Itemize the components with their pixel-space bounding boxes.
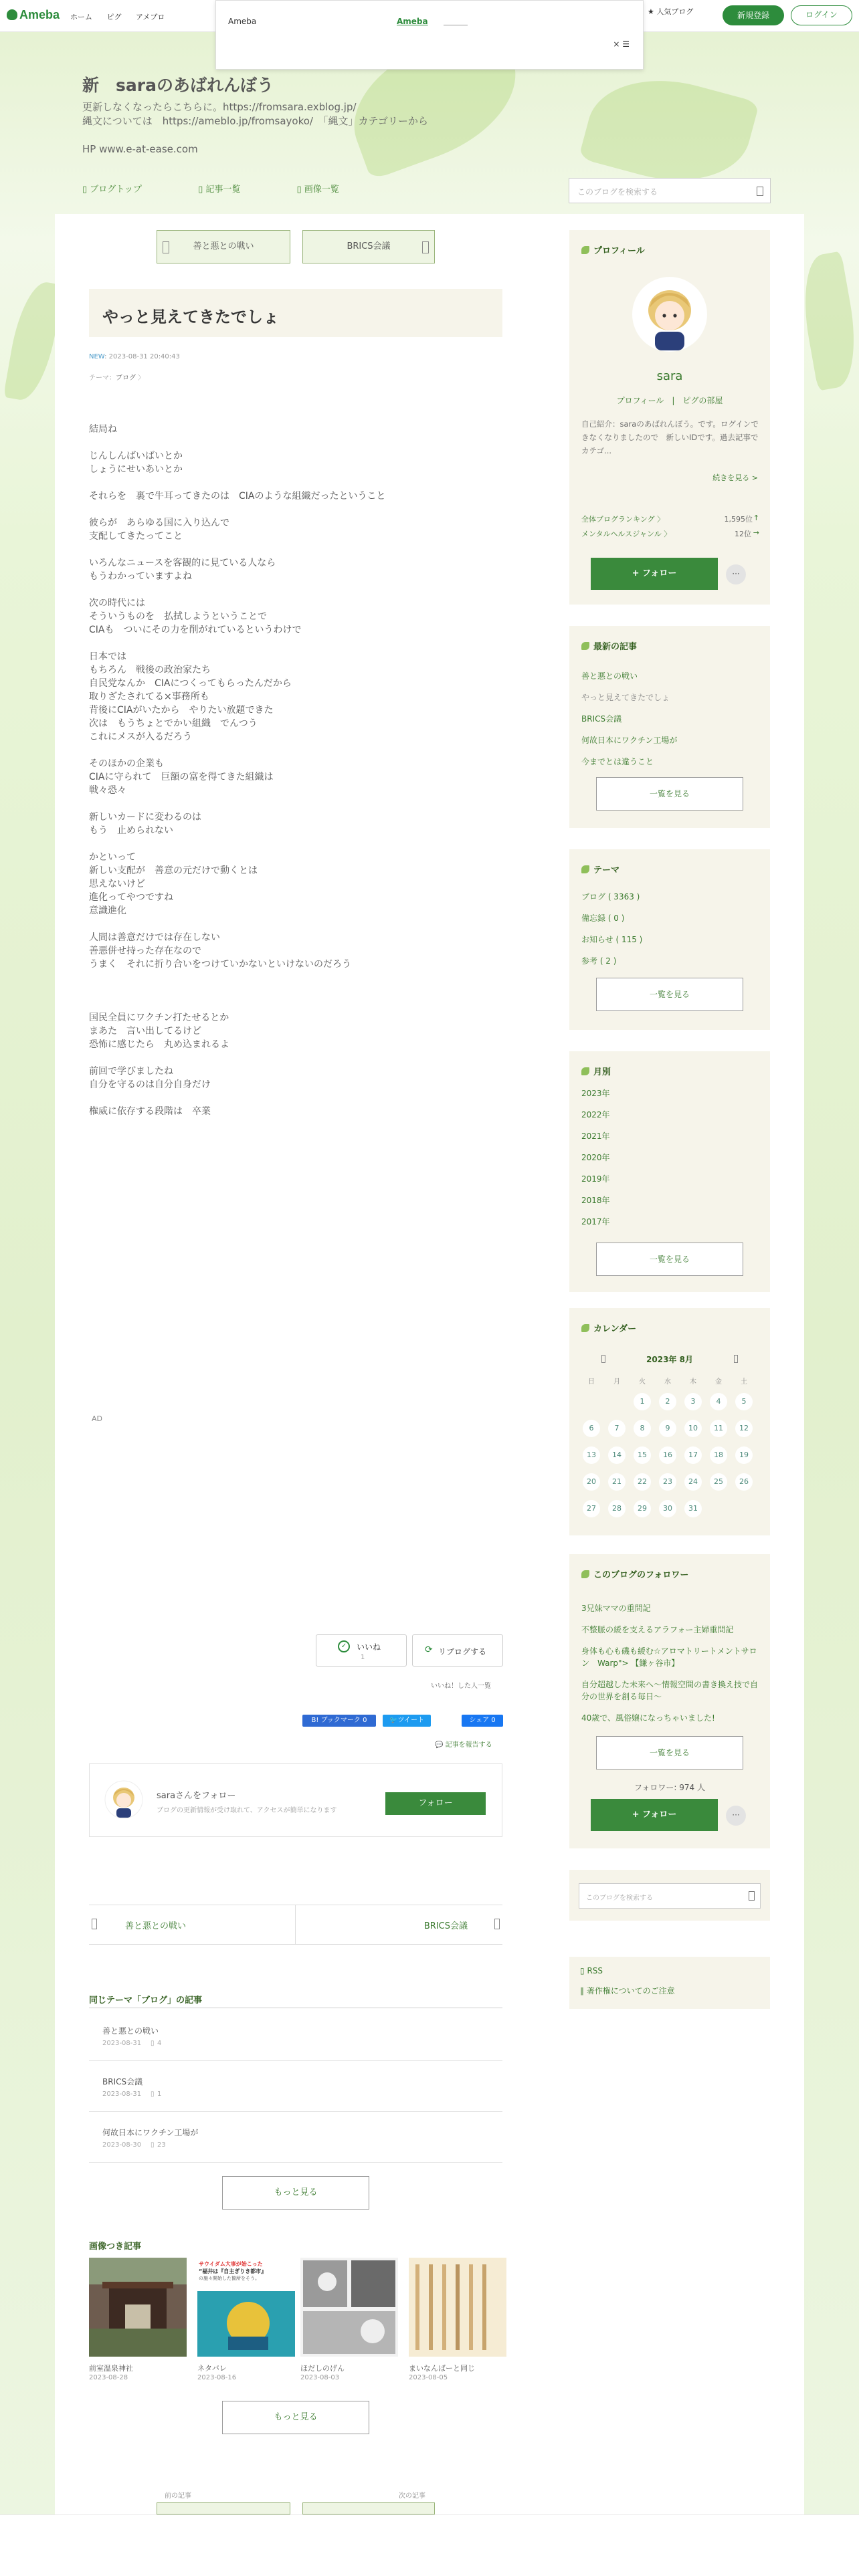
calendar-empty — [731, 1495, 757, 1522]
profile-avatar[interactable] — [631, 276, 708, 353]
related-entry-title: 善と悪との戦い — [102, 2026, 159, 2036]
leaf-icon — [581, 1324, 589, 1332]
more-options-icon[interactable]: ··· — [726, 564, 746, 584]
calendar-day[interactable]: 6 — [579, 1415, 604, 1442]
avatar[interactable] — [104, 1780, 143, 1819]
signup-button[interactable]: 新規登録 — [723, 5, 784, 25]
related-entry[interactable] — [89, 2113, 502, 2163]
followers-more-button[interactable]: 一覧を見る — [596, 1736, 743, 1769]
follow-desc: ブログの更新情報が受け取れて、アクセスが簡単になります — [157, 1807, 337, 1814]
weekday-label: 月 — [613, 1378, 620, 1386]
entry-pager — [89, 1905, 502, 1945]
bottom-next-label: 次の記事 — [399, 2492, 425, 2500]
theme-link[interactable]: 参考 ( 2 ) — [581, 956, 617, 966]
nav-ameblo[interactable]: アメブロ — [136, 13, 165, 21]
rss-icon: ▯ — [580, 1966, 585, 1975]
like-button[interactable]: ✓ いいね 1 — [316, 1634, 407, 1667]
calendar-day[interactable]: 21 — [604, 1469, 630, 1495]
menu-icon: ☰ — [622, 39, 630, 49]
nav-blog-top[interactable]: ▯ ブログトップ — [82, 185, 142, 195]
entry-paragraph: 彼らが あらゆる国に入り込んで 支配してきたってこと — [89, 518, 229, 542]
comment-icon: ▯ — [151, 2090, 155, 2098]
recent-entry-link[interactable]: 今までとは違うこと — [581, 757, 654, 766]
profile-links: プロフィール | ピグの部屋 — [616, 396, 723, 405]
weekday-label: 土 — [741, 1378, 747, 1386]
nav-pigg[interactable]: ピグ — [106, 13, 122, 21]
image-more-button[interactable]: もっと見る — [222, 2401, 369, 2434]
entry-paragraph: それらを 裏で牛耳ってきたのは CIAのような組織だったということ — [89, 491, 386, 502]
calendar-day[interactable]: 28 — [604, 1495, 630, 1522]
profile-title: プロフィール — [581, 243, 645, 256]
sidebar-search-input[interactable]: このブログを検索する — [579, 1883, 761, 1909]
calendar-box — [569, 1308, 770, 1535]
calendar-day[interactable]: 23 — [655, 1469, 680, 1495]
month-link[interactable]: 2019年 — [581, 1174, 610, 1184]
tweet-button[interactable]: 🐦ツイート — [383, 1715, 431, 1727]
thumb-caption[interactable]: ネタバレ — [197, 2364, 227, 2373]
theme-link[interactable]: 備忘録 ( 0 ) — [581, 914, 625, 923]
recent-entry-link[interactable]: BRICS会議 — [581, 714, 622, 724]
leaf-icon — [581, 246, 589, 254]
entry-paragraph: そのほかの企業も CIAに守られて 巨額の富を得てきた組織は 戦々恐々 — [89, 758, 274, 796]
copyright-link[interactable]: ∥ 著作権についてのご注意 — [580, 1986, 675, 1996]
pager-next[interactable]: BRICS会議 — [296, 1905, 502, 1944]
weekday-label: 金 — [715, 1378, 722, 1386]
followers-title: このブログのフォロワー — [581, 1568, 688, 1580]
rss-link[interactable]: ▯ RSS — [580, 1966, 603, 1975]
entry-title-box — [89, 289, 502, 337]
thumb-date: 2023-08-05 — [409, 2374, 448, 2381]
calendar-day[interactable]: 1 — [630, 1388, 655, 1415]
follower-link[interactable]: 身体も心も磯も緩む☆アロマトリートメントサロン Warp"> 【鎌ヶ谷市】 — [581, 1646, 757, 1668]
entry-paragraph: 国民全員にワクチン打たせるとか まあた 言い出してるけど 恐怖に感じたら 丸め込まれるよ — [89, 1012, 229, 1050]
entry-title[interactable]: やっと見えてきたでしょ — [102, 308, 279, 326]
login-button[interactable]: ログイン — [791, 5, 852, 25]
bottom-bar — [0, 2514, 859, 2576]
follower-link[interactable]: 自分超越した未来へ〜情報空間の書き換え技で自分の世界を創る毎日〜 — [581, 1680, 759, 1701]
document-icon: ∥ — [580, 1986, 584, 1996]
followers-follow-button[interactable]: + フォロー — [591, 1799, 718, 1831]
recent-entry-link[interactable]: 善と悪との戦い — [581, 671, 638, 681]
search-icon[interactable] — [757, 187, 763, 196]
calendar-day[interactable]: 26 — [731, 1469, 757, 1495]
follower-link[interactable]: 40歳で、風俗嬢になっちゃいました! — [581, 1713, 715, 1723]
monthly-more-button[interactable]: 一覧を見る — [596, 1243, 743, 1276]
calendar-day[interactable]: 5 — [731, 1388, 757, 1415]
report-link[interactable]: 💬 記事を報告する — [435, 1741, 492, 1749]
entry-theme: テーマ：ブログ 〉 — [89, 374, 145, 382]
calendar-day[interactable]: 29 — [630, 1495, 655, 1522]
popup-close-button[interactable]: × ☰ — [613, 39, 630, 49]
ranking-overall[interactable]: 全体ブログランキング 〉 1,595位 ↑ — [581, 514, 759, 524]
entry-paragraph: かといって 新しい支配が 善意の元だけで動くとは 思えないけど 進化ってやつですね 意識進化 — [89, 852, 258, 916]
related-entry[interactable] — [89, 2062, 502, 2112]
related-entry[interactable] — [89, 2012, 502, 2061]
calendar-day[interactable]: 11 — [706, 1415, 731, 1442]
crown-icon: ★ — [648, 7, 654, 16]
leaf-icon — [581, 1570, 589, 1578]
chevron-left-icon — [163, 241, 169, 253]
search-icon[interactable] — [749, 1891, 755, 1901]
monthly-box — [569, 1051, 770, 1292]
calendar-day[interactable]: 15 — [630, 1442, 655, 1469]
calendar-day[interactable]: 14 — [604, 1442, 630, 1469]
calendar-empty — [579, 1388, 604, 1415]
speech-icon: 💬 — [435, 1741, 444, 1749]
comment-icon: ▯ — [151, 2040, 155, 2047]
thumb-date: 2023-08-28 — [89, 2374, 128, 2381]
recent-entries-box — [569, 626, 770, 828]
related-entry-title: BRICS会議 — [102, 2077, 143, 2086]
calendar-day[interactable]: 7 — [604, 1415, 630, 1442]
calendar-day[interactable]: 4 — [706, 1388, 731, 1415]
entry-paragraph: 人間は善意だけでは存在しない 善悪併せ持った存在なので うまく それに折り合いをつけていかないといけないのだろう — [89, 932, 351, 970]
recent-entry-current[interactable]: やっと見えてきたでしょ — [581, 693, 670, 702]
themes-box — [569, 849, 770, 1030]
monthly-title: 月別 — [581, 1065, 611, 1077]
follower-link[interactable]: 3兄妹ママの重問記 — [581, 1604, 651, 1613]
themes-title: テーマ — [581, 863, 619, 875]
profile-follow-button[interactable]: + フォロー — [591, 558, 718, 590]
pager-prev[interactable]: 善と悪との戦い — [89, 1905, 296, 1944]
entry-paragraph: じんしんばいばいとか しょうにせいあいとか — [89, 451, 183, 475]
calendar-day[interactable]: 20 — [579, 1469, 604, 1495]
follow-button[interactable]: フォロー — [385, 1792, 486, 1815]
like-users-link[interactable]: いいね！した人一覧 — [431, 1683, 491, 1690]
thumb2-headline: サウイダム大事が始こった “福井は『自主ぎりき都市』 の施々開始した箇所をそう。 — [199, 2261, 267, 2281]
arrow-right-icon: → — [753, 528, 759, 537]
footer-links-box — [569, 1957, 770, 2009]
related-entry-date: 2023-08-30 — [102, 2141, 142, 2149]
related-title: 同じテーマ「ブログ」の記事 — [89, 1996, 203, 2006]
calendar-day[interactable]: 10 — [680, 1415, 706, 1442]
nav-image-list[interactable]: ▯ 画像一覧 — [296, 185, 339, 195]
read-more-link[interactable]: 続きを見る > — [712, 473, 758, 482]
related-entry-count: 23 — [157, 2141, 166, 2149]
sidebar-search-box — [569, 1870, 770, 1921]
thumb-date: 2023-08-03 — [300, 2374, 340, 2381]
calendar-day[interactable]: 2 — [655, 1388, 680, 1415]
entry-paragraph: 次の時代には そういうものを 払拭しようということで CIAも ついにその力を削がれているというわけで — [89, 598, 302, 635]
profile-name[interactable]: sara — [656, 369, 683, 383]
entry-paragraph: 結局ね — [89, 424, 117, 435]
entry-paragraph: 前回で学びましたね 自分を守るのは自分自身だけ — [89, 1066, 211, 1090]
reblog-button[interactable]: ⟳ リブログする — [412, 1634, 503, 1667]
leaf-icon — [581, 642, 589, 650]
calendar-day[interactable]: 13 — [579, 1442, 604, 1469]
comment-icon: ▯ — [151, 2141, 155, 2149]
calendar-day[interactable]: 16 — [655, 1442, 680, 1469]
blog-description: 更新しなくなったらこちらに。https://fromsara.exblog.jp/ 縄文については https://ameblo.jp/fromsayoko/ 「縄文」カテゴリーから HP www.e-at-ease.com — [82, 101, 428, 155]
thumb-caption[interactable]: 前室温泉神社 — [89, 2364, 133, 2373]
frog-icon — [7, 9, 17, 20]
related-more-button[interactable]: もっと見る — [222, 2176, 369, 2210]
thumb-document[interactable] — [409, 2258, 506, 2357]
related-entry-title: 何故日本にワクチン工場が — [102, 2128, 199, 2137]
leaf-icon — [581, 1067, 589, 1075]
hatena-bookmark-button[interactable]: B! ブックマーク 0 — [302, 1715, 376, 1727]
next-entry-button[interactable]: BRICS会議 — [302, 230, 435, 263]
popup-ameba-link[interactable]: Ameba — [397, 17, 428, 26]
bottom-prev-button[interactable] — [157, 2502, 290, 2514]
chevron-right-icon — [422, 241, 429, 253]
calendar-grid — [579, 1372, 757, 1522]
ameba-logo[interactable]: Ameba — [7, 8, 60, 22]
calendar-day[interactable]: 31 — [680, 1495, 706, 1522]
month-link[interactable]: 2018年 — [581, 1196, 610, 1205]
month-link[interactable]: 2021年 — [581, 1132, 610, 1141]
entry-date: NEW: 2023-08-31 20:40:43 — [89, 353, 180, 360]
calendar-day[interactable]: 17 — [680, 1442, 706, 1469]
entry-paragraph: 新しいカードに変わるのは もう 止められない — [89, 812, 201, 836]
calendar-next-icon[interactable] — [734, 1355, 738, 1363]
calendar-day[interactable]: 18 — [706, 1442, 731, 1469]
theme-link[interactable]: ブログ — [116, 374, 136, 382]
ranking-genre[interactable]: メンタルヘルスジャンル 〉 12位 → — [581, 528, 759, 538]
month-link[interactable]: 2023年 — [581, 1089, 610, 1098]
weekday-label: 水 — [664, 1378, 671, 1386]
thumb-caption[interactable]: まいなんばーと同じ — [409, 2364, 475, 2373]
bottom-prev-label: 前の記事 — [165, 2492, 191, 2500]
bottom-next-button[interactable] — [302, 2502, 435, 2514]
reblog-icon: ⟳ — [425, 1644, 433, 1655]
weekday-label: 火 — [639, 1378, 646, 1386]
calendar-empty — [706, 1495, 731, 1522]
follow-box — [89, 1763, 502, 1837]
follower-link[interactable]: 不整脈の緩を支えるアラフォー主婦重問記 — [581, 1625, 734, 1634]
blog-search-top[interactable]: このブログを検索する — [569, 178, 771, 203]
calendar-day[interactable]: 22 — [630, 1469, 655, 1495]
calendar-day[interactable]: 24 — [680, 1469, 706, 1495]
recent-entry-link[interactable]: 何故日本にワクチン工場が — [581, 736, 678, 745]
follow-title: saraさんをフォロー — [157, 1791, 236, 1801]
month-link[interactable]: 2020年 — [581, 1153, 610, 1162]
thumb-manga[interactable] — [300, 2258, 398, 2357]
followers-box — [569, 1554, 770, 1848]
month-link[interactable]: 2017年 — [581, 1217, 610, 1226]
month-link[interactable]: 2022年 — [581, 1110, 610, 1119]
calendar-day[interactable]: 12 — [731, 1415, 757, 1442]
recent-title: 最新の記事 — [581, 639, 637, 652]
follower-count: フォロワー: 974 人 — [634, 1783, 706, 1792]
theme-link[interactable]: ブログ ( 3363 ) — [581, 892, 640, 901]
arrow-up-icon: ↑ — [753, 514, 759, 522]
calendar-day[interactable]: 8 — [630, 1415, 655, 1442]
profile-box — [569, 230, 770, 605]
theme-link[interactable]: お知らせ ( 115 ) — [581, 935, 643, 944]
calendar-day[interactable]: 3 — [680, 1388, 706, 1415]
facebook-share-button[interactable]: シェア 0 — [462, 1715, 503, 1727]
ameba-popup — [215, 0, 644, 70]
weekday-label: 日 — [588, 1378, 595, 1386]
calendar-month: 2023年 8月 — [646, 1355, 693, 1364]
entry-paragraph: 権威に依存する段階は 卒業 — [89, 1106, 211, 1117]
related-entry-count: 1 — [157, 2090, 162, 2098]
profile-intro: 自己紹介：saraのあばれんぼう。です。ログインできなくなりましたので 新しいIDです。過去記事でカテゴ... — [581, 419, 759, 455]
profile-link[interactable]: プロフィール — [616, 396, 664, 405]
blog-title[interactable]: 新 saraのあばれんぼう — [82, 76, 274, 95]
entry-paragraph: 日本では もちろん 戦後の政治家たち 自民党なんか CIAにつくってもらったんだから 取りざたされてる×事務所も 背後にCIAがいたから やりたい放題できた 次は もうちょとでかい組織 でんつう これにメスが入るだろう — [89, 651, 292, 742]
calendar-day[interactable]: 30 — [655, 1495, 680, 1522]
entry-paragraph — [89, 984, 502, 998]
entry-paragraph: いろんなニュースを客観的に見ている人なら もうわかっていますよね — [89, 558, 276, 582]
calendar-day[interactable]: 27 — [579, 1495, 604, 1522]
like-count: 1 — [361, 1654, 365, 1661]
thumb-caption[interactable]: ほだしのげん — [300, 2364, 345, 2373]
related-entry-date: 2023-08-31 — [102, 2090, 142, 2098]
recent-more-button[interactable]: 一覧を見る — [596, 777, 743, 811]
thumb-date: 2023-08-16 — [197, 2374, 237, 2381]
ad-label: AD — [92, 1414, 102, 1423]
thumb-shrine[interactable] — [89, 2258, 187, 2357]
calendar-day[interactable]: 25 — [706, 1469, 731, 1495]
prev-entry-button[interactable]: 善と悪との戦い — [157, 230, 290, 263]
calendar-day[interactable]: 9 — [655, 1415, 680, 1442]
related-entry-count: 4 — [157, 2040, 162, 2047]
leaf-icon — [581, 865, 589, 873]
like-icon: ✓ — [338, 1640, 350, 1652]
related-entry-date: 2023-08-31 — [102, 2040, 142, 2047]
weekday-label: 木 — [690, 1378, 696, 1386]
nav-home[interactable]: ホーム — [70, 13, 92, 21]
more-options-icon[interactable]: ··· — [726, 1806, 746, 1826]
nav-entry-list[interactable]: ▯ 記事一覧 — [198, 185, 241, 195]
room-link[interactable]: ピグの部屋 — [682, 396, 723, 405]
chevron-left-icon — [92, 1919, 97, 1929]
chevron-right-icon — [494, 1919, 500, 1929]
popup-brand: Ameba — [228, 17, 257, 26]
image-entries-title: 画像つき記事 — [89, 2242, 142, 2252]
calendar-title: カレンダー — [581, 1321, 636, 1334]
entry-body — [89, 423, 502, 1132]
popular-blog-link[interactable]: ★ 人気ブログ — [648, 7, 694, 16]
calendar-empty — [604, 1388, 630, 1415]
bird-icon: 🐦 — [389, 1717, 398, 1724]
blog-nav — [82, 182, 393, 195]
global-nav — [70, 11, 177, 22]
themes-more-button[interactable]: 一覧を見る — [596, 978, 743, 1011]
calendar-day[interactable]: 19 — [731, 1442, 757, 1469]
